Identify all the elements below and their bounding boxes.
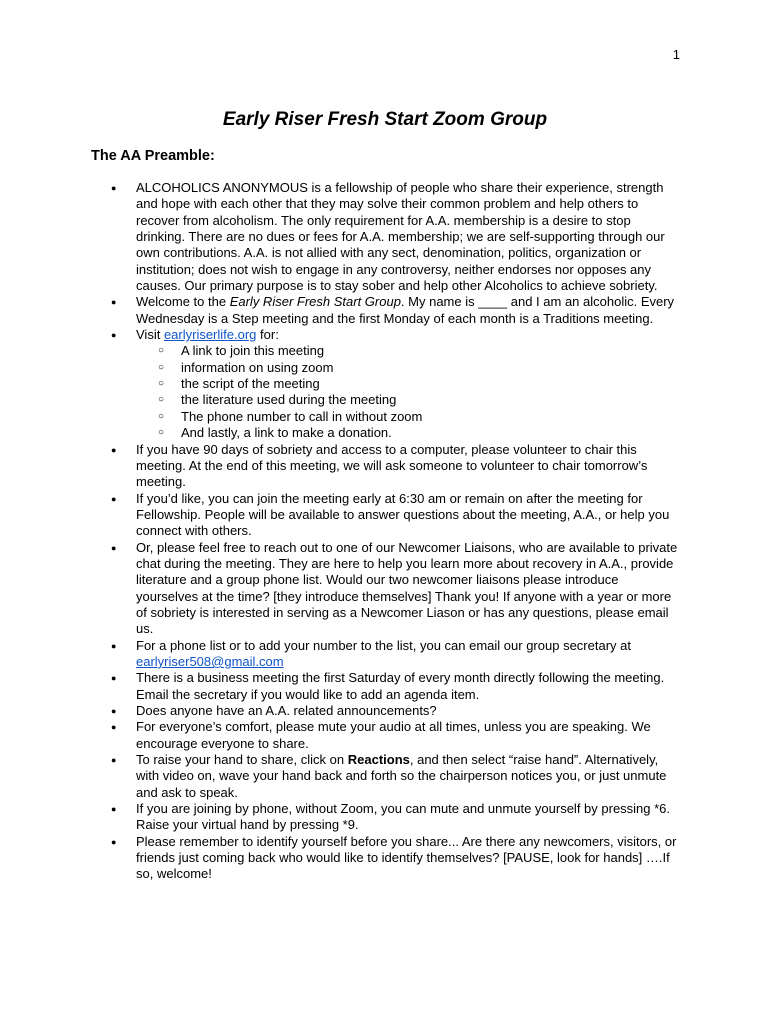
identify-text: Please remember to identify yourself before you share... Are there any newcomers, visitors, or friends just coming back who would like to identify themselves? [PAUSE, look for hands] ….If so, welcome! <box>136 833 677 882</box>
chair-text: If you have 90 days of sobriety and access to a computer, please volunteer to chair this meeting. At the end of this meeting, we will ask someone to volunteer to chair tomorrow’s meeting. <box>136 441 648 490</box>
visit-suffix: for: <box>256 327 279 343</box>
sub-item-script: ○ the script of the meeting <box>136 376 681 392</box>
sub-item-literature: ○ the literature used during the meeting <box>136 392 681 408</box>
sub-item-join-link: ○ A link to join this meeting <box>136 343 681 359</box>
bullet-mute <box>111 719 681 752</box>
visit-prefix: Visit <box>136 327 164 343</box>
preamble-text: ALCOHOLICS ANONYMOUS is a fellowship of people who share their experience, strength and hope with each other that they may solve their common problem and help others to recover from alcoholism. The only requirement for A.A. membership is a desire to stop drinking. There are no dues or fees for A.A. membership; we are self-supporting through our own contributions. A.A. is not allied with any sect, denomination, politics, organization or institution; does not wish to engage in any controversy, neither endorses nor opposes any causes. Our primary purpose is to stay sober and help other Alcoholics to achieve sobriety. <box>136 180 665 294</box>
welcome-suffix: . My name is ____ and I am an alcoholic. Every Wednesday is a Step meeting and the first Monday of each month is a Traditions meeting. <box>136 294 675 326</box>
raise-suffix: , and then select “raise hand”. Alternatively, with video on, wave your hand back and forth so the chairperson notices you, or just unmute and ask to speak. <box>136 752 667 800</box>
bullet-business <box>111 670 681 703</box>
bullet-list <box>111 180 681 883</box>
group-name: Early Riser Fresh Start Group <box>229 294 401 310</box>
mute-text: For everyone’s comfort, please mute your audio at all times, unless you are speaking. We encourage everyone to share. <box>136 719 651 751</box>
bullet-phone-list <box>111 638 681 671</box>
bullet-visit <box>111 327 681 441</box>
page-number: 1 <box>672 47 680 62</box>
visit-sub-list <box>136 343 681 441</box>
sub-item-zoom-info: ○ information on using zoom <box>136 360 681 376</box>
document-title: Early Riser Fresh Start Zoom Group <box>222 109 548 130</box>
bullet-identify <box>111 834 681 883</box>
raise-prefix: To raise your hand to share, click on <box>136 752 348 768</box>
bullet-chair <box>111 442 681 491</box>
phone-list-text: For a phone list or to add your number to the list, you can email our group secretary at <box>136 637 631 653</box>
early-text: If you’d like, you can join the meeting early at 6:30 am or remain on after the meeting for Fellowship. People will be available to answer questions about the meeting, A.A., or help you connect with others. <box>136 490 670 539</box>
liaisons-text: Or, please feel free to reach out to one of our Newcomer Liaisons, who are available to private chat during the meeting. They are here to help you learn more about recovery in A.A., provide literature and a group phone list. Would our two newcomer liaisons please introduce yourselves at the time? [they introduce themselves] Thank you! If anyone with a year or more of sobriety is interested in serving as a Newcomer Liason or has any questions, please email us. <box>136 539 678 637</box>
secretary-email-link[interactable]: earlyriser508@gmail.com <box>136 653 284 669</box>
phone-join-text: If you are joining by phone, without Zoom, you can mute and unmute yourself by pressing *6. Raise your virtual hand by pressing *9. <box>136 801 671 833</box>
bullet-welcome <box>111 294 681 327</box>
website-link[interactable]: earlyriserlife.org <box>163 327 257 343</box>
announcements-text: Does anyone have an A.A. related announcements? <box>136 703 437 718</box>
bullet-phone-join <box>111 801 681 834</box>
reactions-label: Reactions <box>347 752 410 768</box>
welcome-prefix: Welcome to the <box>136 294 230 310</box>
bullet-announcements <box>111 703 681 719</box>
section-heading: The AA Preamble: <box>91 148 215 164</box>
business-text: There is a business meeting the first Saturday of every month directly following the meeting. Email the secretary if you would like to add an agenda item. <box>136 670 665 702</box>
bullet-raise-hand <box>111 752 681 801</box>
sub-item-donation: ○ And lastly, a link to make a donation. <box>136 425 681 441</box>
bullet-liaisons <box>111 540 681 638</box>
sub-item-phone-number: ○ The phone number to call in without zoom <box>136 409 681 425</box>
bullet-early <box>111 491 681 540</box>
bullet-preamble <box>111 180 681 294</box>
